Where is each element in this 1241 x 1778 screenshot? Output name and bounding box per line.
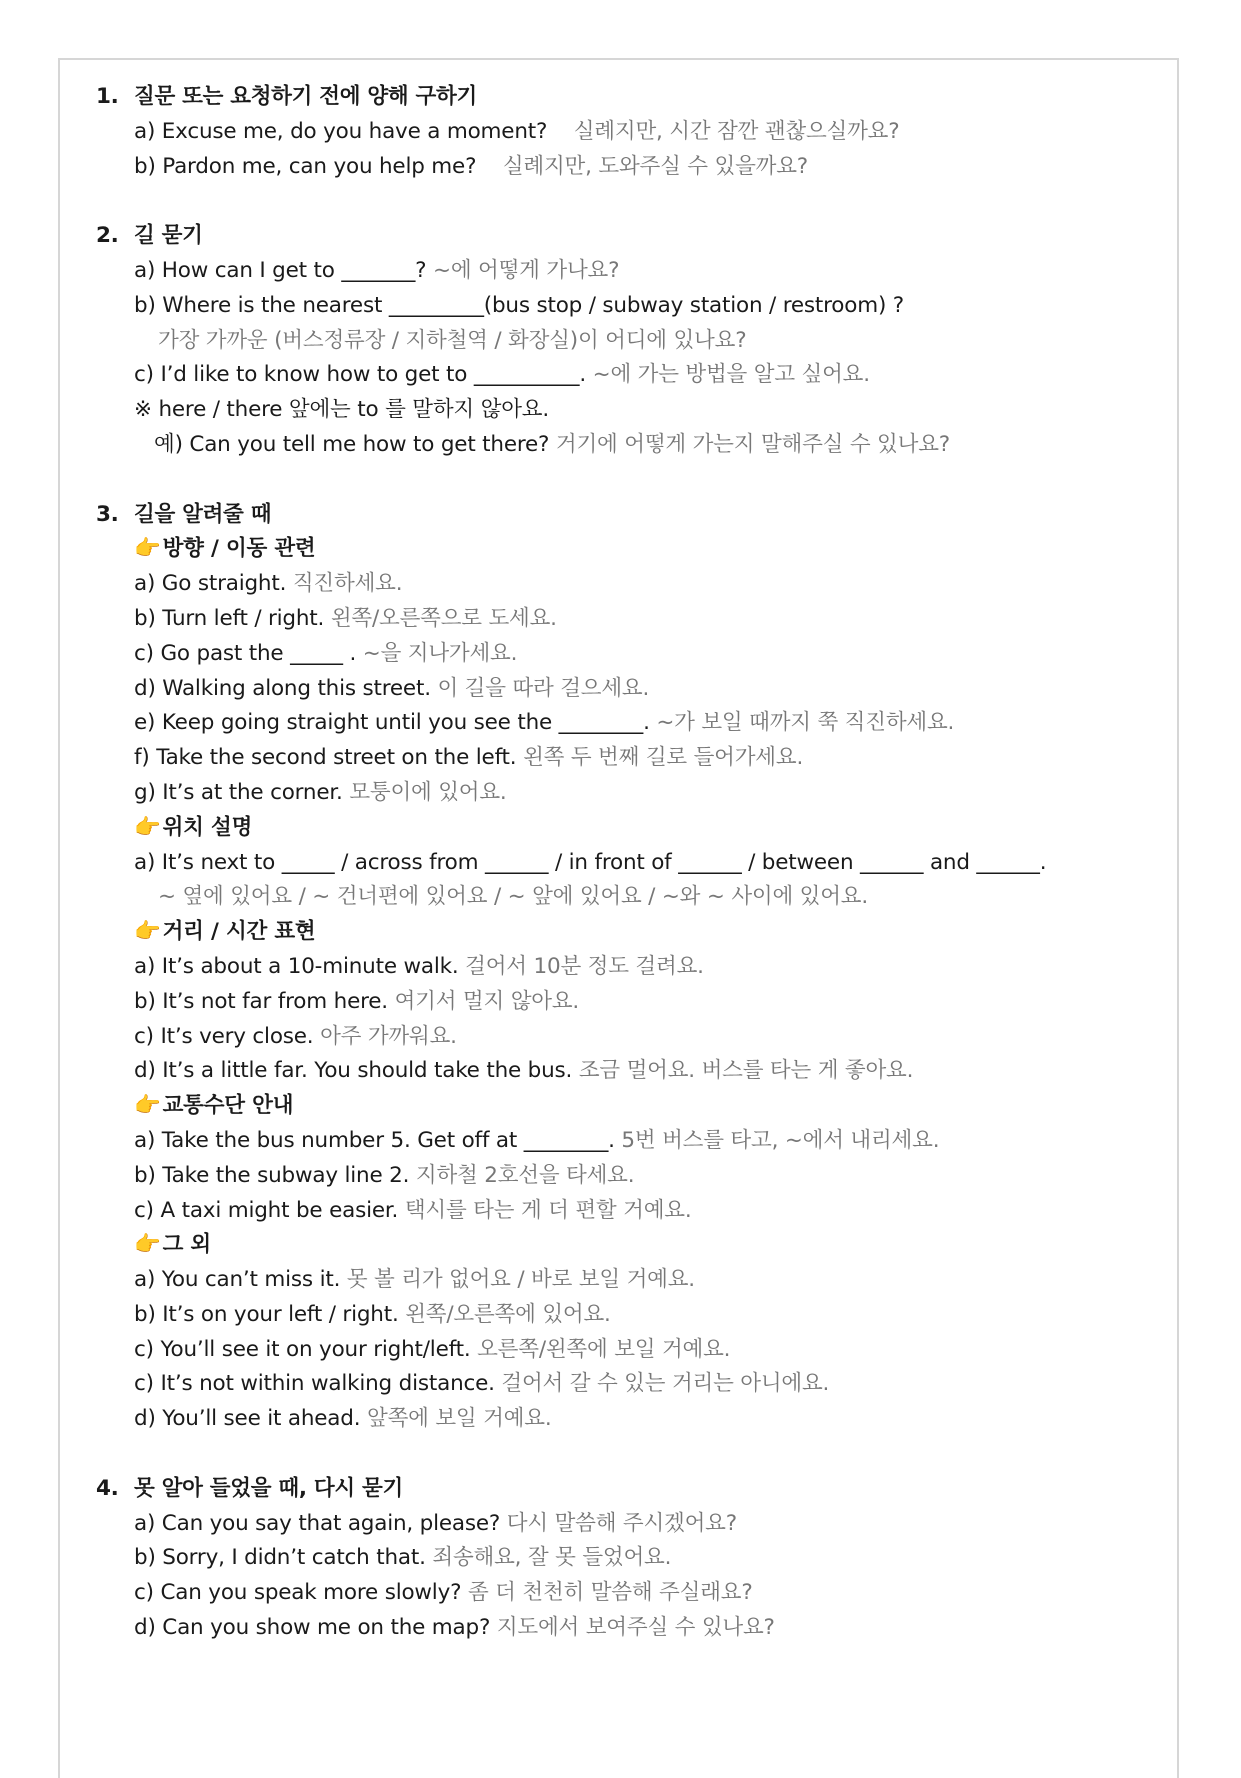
korean-translation: 모퉁이에 있어요. [349,779,507,805]
english-phrase: c) Can you speak more slowly? [134,1580,462,1606]
korean-translation: 다시 말씀해 주시겠어요? [506,1510,737,1536]
korean-translation: ~에 어떻게 가나요? [433,257,620,283]
english-phrase: d) It’s a little far. You should take the bus. [134,1058,573,1084]
subsection-heading [96,1089,1156,1124]
korean-translation: ~가 보일 때까지 쭉 직진하세요. [656,710,955,736]
phrase-line [96,324,1156,359]
phrase-line [96,150,1156,185]
english-phrase: c) It’s very close. [134,1023,314,1049]
section-heading [96,219,1156,254]
english-phrase: a) It’s next to _____ / across from ______ / in front of ______ / between ______ and ______. [134,849,1047,875]
phrase-line [96,1611,1156,1646]
korean-translation: ~을 지나가세요. [362,640,518,666]
english-phrase: b) It’s on your left / right. [134,1301,399,1327]
english-phrase: c) A taxi might be easier. [134,1197,399,1223]
phrase-line [96,1159,1156,1194]
english-phrase: e) Keep going straight until you see the ________. [134,710,650,736]
phrase-line [96,880,1156,915]
document-content [96,80,1156,1646]
spacer [96,1437,1156,1472]
example-line [96,428,1156,463]
note-line [96,393,1156,428]
english-phrase: c) Go past the _____ . [134,640,357,666]
english-phrase: a) Can you say that again, please? [134,1510,501,1536]
section-heading [96,80,1156,115]
korean-translation: 왼쪽/오른쪽으로 도세요. [330,605,557,631]
korean-translation: 아주 가까워요. [320,1023,457,1049]
section-title: 길을 알려줄 때 [134,501,272,527]
subsection-heading [96,1228,1156,1263]
phrase-line [96,741,1156,776]
note-text: ※ here / there 앞에는 to 를 말하지 않아요. [134,397,549,423]
korean-translation: 왼쪽/오른쪽에 있어요. [405,1301,611,1327]
english-phrase: b) Sorry, I didn’t catch that. [134,1545,426,1571]
korean-translation: 5번 버스를 타고, ~에서 내리세요. [621,1127,940,1153]
english-phrase: a) Take the bus number 5. Get off at ________. [134,1127,615,1153]
section-number: 2. [96,223,119,249]
pointing-hand-icon: 👉 [134,919,161,945]
phrase-line [96,1194,1156,1229]
english-phrase: a) Go straight. [134,571,287,597]
section-heading [96,498,1156,533]
korean-translation: 실례지만, 도와주실 수 있을까요? [502,153,808,179]
phrase-line [96,1020,1156,1055]
phrase-line [96,1541,1156,1576]
section-title: 길 묻기 [134,223,203,249]
korean-translation: 조금 멀어요. 버스를 타는 게 좋아요. [578,1058,914,1084]
korean-translation: 좀 더 천천히 말씀해 주실래요? [467,1580,753,1606]
section-title: 질문 또는 요청하기 전에 양해 구하기 [134,84,477,109]
korean-translation: 걸어서 10분 정도 걸려요. [465,953,704,979]
section-heading [96,1472,1156,1507]
phrase-line [96,1263,1156,1298]
english-phrase: b) Where is the nearest _________(bus stop / subway station / restroom) ? [134,292,904,318]
phrase-line [96,254,1156,289]
phrase-line [96,1054,1156,1089]
korean-translation: 오른쪽/왼쪽에 보일 거예요. [477,1336,731,1362]
subsection-title: 방향 / 이동 관련 [162,536,316,562]
korean-translation: 왼쪽 두 번째 길로 들어가세요. [523,745,804,771]
korean-translation: 거기에 어떻게 가는지 말해주실 수 있나요? [555,431,950,457]
english-phrase: d) Walking along this street. [134,675,431,701]
korean-translation: 직진하세요. [292,571,403,597]
english-phrase: d) Can you show me on the map? [134,1615,491,1641]
subsection-title: 그 외 [162,1232,212,1258]
korean-translation: 택시를 타는 게 더 편할 거예요. [404,1197,692,1223]
phrase-line [96,776,1156,811]
phrase-line [96,1367,1156,1402]
subsection-title: 위치 설명 [162,814,253,840]
section-number: 4. [96,1475,119,1501]
spacer [96,184,1156,219]
phrase-line [96,637,1156,672]
english-phrase: b) It’s not far from here. [134,988,388,1014]
korean-translation: 이 길을 따라 걸으세요. [437,675,650,701]
phrase-line [96,1576,1156,1611]
phrase-line [96,846,1156,881]
korean-translation: 앞쪽에 보일 거예요. [367,1406,552,1432]
korean-translation: 못 볼 리가 없어요 / 바로 보일 거예요. [346,1267,695,1293]
phrase-line [96,672,1156,707]
pointing-hand-icon: 👉 [134,1093,161,1119]
english-phrase: a) How can I get to _______? [134,257,427,283]
subsection-heading [96,811,1156,846]
pointing-hand-icon: 👉 [134,1232,161,1258]
korean-translation: 가장 가까운 (버스정류장 / 지하철역 / 화장실)이 어디에 있나요? [158,327,747,353]
pointing-hand-icon: 👉 [134,536,161,562]
spacer [96,463,1156,498]
phrase-line [96,1333,1156,1368]
english-phrase: f) Take the second street on the left. [134,745,517,771]
english-phrase: c) You’ll see it on your right/left. [134,1336,471,1362]
english-phrase: g) It’s at the corner. [134,779,343,805]
phrase-line [96,1298,1156,1333]
english-phrase: b) Take the subway line 2. [134,1162,410,1188]
english-phrase: c) It’s not within walking distance. [134,1371,495,1397]
phrase-line [96,115,1156,150]
english-phrase: b) Pardon me, can you help me? [134,153,477,179]
subsection-heading [96,915,1156,950]
english-phrase: a) It’s about a 10-minute walk. [134,953,459,979]
english-phrase: a) You can’t miss it. [134,1267,341,1293]
english-phrase: c) I’d like to know how to get to __________. [134,362,586,388]
phrase-line [96,1402,1156,1437]
english-phrase: a) Excuse me, do you have a moment? [134,118,548,144]
phrase-line [96,289,1156,324]
korean-translation: 지하철 2호선을 타세요. [415,1162,635,1188]
korean-translation: 죄송해요, 잘 못 들었어요. [432,1545,672,1571]
phrase-line [96,358,1156,393]
korean-translation: 걸어서 갈 수 있는 거리는 아니에요. [501,1371,830,1397]
phrase-line [96,1507,1156,1542]
subsection-heading [96,532,1156,567]
korean-translation: 실례지만, 시간 잠깐 괜찮으실까요? [573,118,900,144]
korean-translation: ~ 옆에 있어요 / ~ 건너편에 있어요 / ~ 앞에 있어요 / ~와 ~ 사이에 있어요. [158,884,869,910]
subsection-title: 거리 / 시간 표현 [162,919,316,945]
korean-translation: ~에 가는 방법을 알고 싶어요. [592,362,870,388]
english-phrase: b) Turn left / right. [134,605,325,631]
document-page [58,58,1179,1778]
phrase-line [96,602,1156,637]
section-number: 3. [96,501,119,527]
phrase-line [96,706,1156,741]
korean-translation: 지도에서 보여주실 수 있나요? [496,1615,775,1641]
section-title: 못 알아 들었을 때, 다시 묻기 [134,1475,403,1501]
section-number: 1. [96,84,119,109]
phrase-line [96,567,1156,602]
phrase-line [96,950,1156,985]
phrase-line [96,1124,1156,1159]
korean-translation: 여기서 멀지 않아요. [394,988,580,1014]
subsection-title: 교통수단 안내 [162,1093,294,1119]
pointing-hand-icon: 👉 [134,814,161,840]
english-phrase: d) You’ll see it ahead. [134,1406,361,1432]
english-phrase: 예) Can you tell me how to get there? [154,431,550,457]
phrase-line [96,985,1156,1020]
